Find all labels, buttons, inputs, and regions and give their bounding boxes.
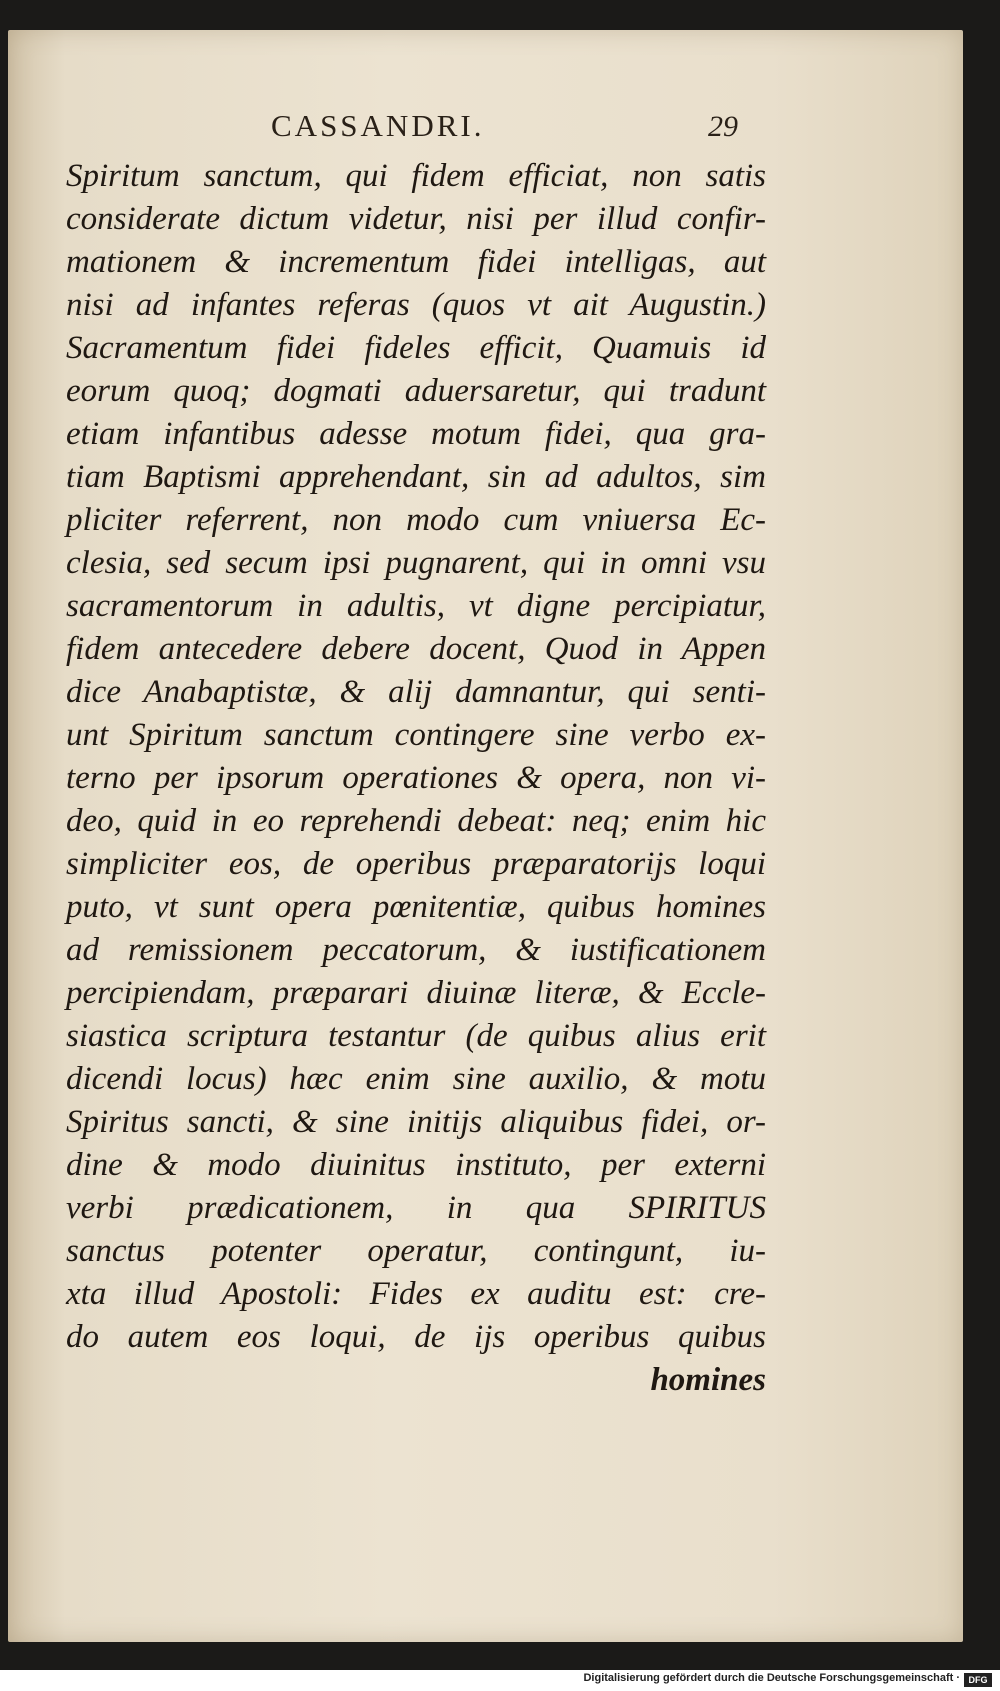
text-line: sanctus potenter operatur, contingunt, iu-: [66, 1233, 766, 1269]
text-line: Sacramentum fidei fideles efficit, Quamuis id: [66, 330, 766, 366]
digitization-footer: [0, 1670, 1000, 1691]
text-line: sacramentorum in adultis, vt digne percipiatur,: [66, 588, 766, 624]
text-line: do autem eos loqui, de ijs operibus quibus: [66, 1319, 766, 1355]
text-line: Spiritus sancti, & sine initijs aliquibus fidei, or-: [66, 1104, 766, 1140]
text-line: nisi ad infantes referas (quos vt ait Augustin.): [66, 287, 766, 323]
text-line: percipiendam, præparari diuinæ literæ, & Eccle-: [66, 975, 766, 1011]
page-number: 29: [708, 110, 738, 143]
text-line: mationem & incrementum fidei intelligas, aut: [66, 244, 766, 280]
body-text: [66, 155, 766, 1402]
text-line: tiam Baptismi apprehendant, sin ad adultos, sim: [66, 459, 766, 495]
text-line: siastica scriptura testantur (de quibus alius erit: [66, 1018, 766, 1054]
text-line: Spiritum sanctum, qui fidem efficiat, non satis: [66, 158, 766, 194]
text-line: clesia, sed secum ipsi pugnarent, qui in omni vsu: [66, 545, 766, 581]
text-line: xta illud Apostoli: Fides ex auditu est: cre-: [66, 1276, 766, 1312]
text-line: deo, quid in eo reprehendi debeat: neq; enim hic: [66, 803, 766, 839]
text-line: dice Anabaptistæ, & alij damnantur, qui senti-: [66, 674, 766, 710]
book-page: [8, 30, 963, 1642]
text-line: fidem antecedere debere docent, Quod in Appen: [66, 631, 766, 667]
page-header: [263, 78, 763, 143]
text-line: terno per ipsorum operationes & opera, non vi-: [66, 760, 766, 796]
text-line: puto, vt sunt opera pœnitentiæ, quibus homines: [66, 889, 766, 925]
text-line: dicendi locus) hæc enim sine auxilio, & motu: [66, 1061, 766, 1097]
catchword: homines: [650, 1362, 766, 1398]
text-line: considerate dictum videtur, nisi per illud confir-: [66, 201, 766, 237]
running-head: CASSANDRI.: [271, 108, 485, 143]
dfg-logo-icon: DFG: [964, 1673, 992, 1687]
text-line: dine & modo diuinitus instituto, per externi: [66, 1147, 766, 1183]
text-line: pliciter referrent, non modo cum vniuersa Ec-: [66, 502, 766, 538]
text-line: unt Spiritum sanctum contingere sine verbo ex-: [66, 717, 766, 753]
text-line: ad remissionem peccatorum, & iustificationem: [66, 932, 766, 968]
funding-credit: Digitalisierung gefördert durch die Deutsche Forschungsgemeinschaft ·: [583, 1672, 960, 1684]
text-line: etiam infantibus adesse motum fidei, qua gra-: [66, 416, 766, 452]
text-line: verbi prædicationem, in qua SPIRITUS: [66, 1190, 766, 1226]
text-line: simpliciter eos, de operibus præparatorijs loqui: [66, 846, 766, 882]
text-line: eorum quoq; dogmati aduersaretur, qui tradunt: [66, 373, 766, 409]
